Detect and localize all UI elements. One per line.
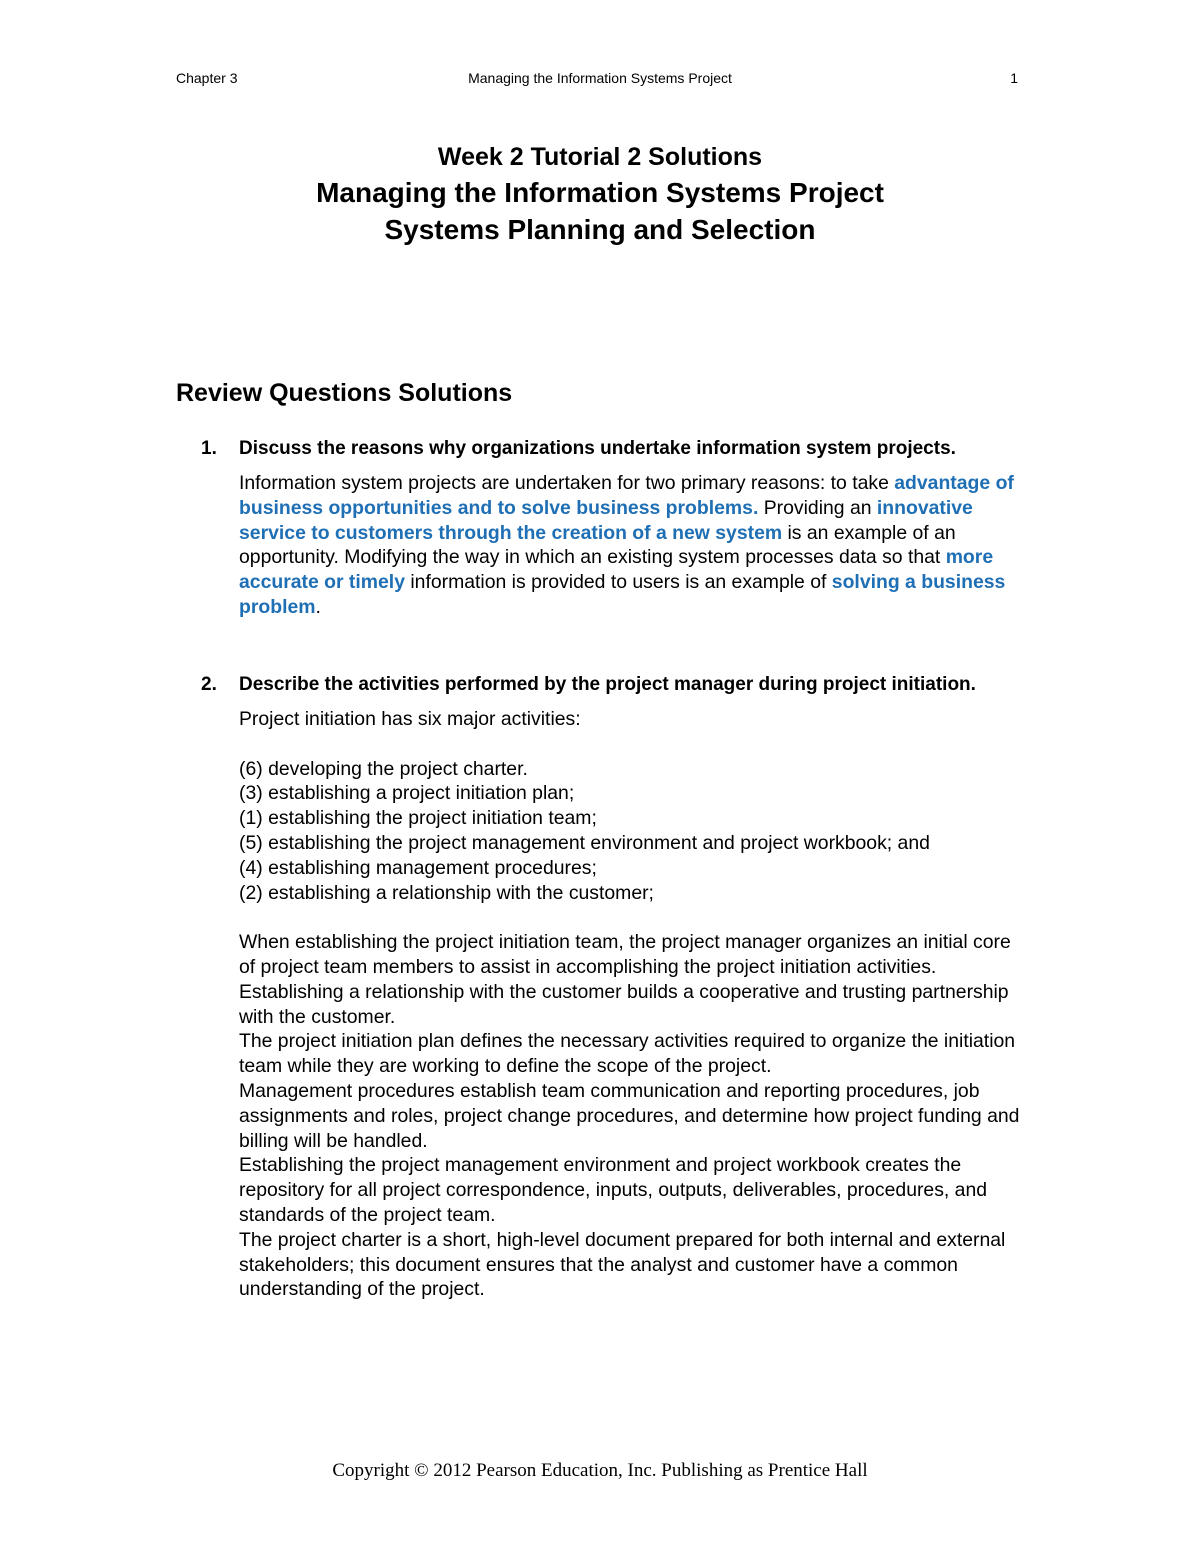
- answer-intro: Project initiation has six major activities:: [239, 708, 581, 730]
- activity-item: (3) establishing a project initiation plan;: [239, 782, 575, 805]
- question-number: 1.: [201, 438, 217, 459]
- question-text: Discuss the reasons why organizations undertake information system projects.: [239, 438, 956, 459]
- explanation-paragraph: The project initiation plan defines the necessary activities required to organize the initiation team while they are working to define the scope of the project.: [239, 1030, 1016, 1078]
- explanation-paragraph: Establishing a relationship with the customer builds a cooperative and trusting partnership with the customer.: [239, 980, 1009, 1028]
- activity-item: (2) establishing a relationship with the customer;: [239, 881, 654, 904]
- answer-1: [239, 471, 1026, 620]
- document-title-week: Week 2 Tutorial 2 Solutions: [437, 143, 763, 171]
- copyright-footer: Copyright © 2012 Pearson Education, Inc. Publishing as Prentice Hall: [332, 1460, 868, 1481]
- activity-item: (4) establishing management procedures;: [239, 856, 597, 879]
- header-title: Managing the Information Systems Project: [468, 70, 732, 86]
- page-header: [176, 70, 1024, 90]
- answer-highlight: more accurate or timely: [239, 546, 994, 594]
- answer-2: [239, 707, 1026, 1302]
- question-1: [176, 437, 1026, 620]
- document-title-main: Managing the Information Systems Project: [316, 177, 884, 208]
- document-title-sub: Systems Planning and Selection: [384, 214, 816, 245]
- header-page-number: 1: [1010, 70, 1018, 86]
- answer-text: information is provided to users is an example of: [404, 571, 832, 594]
- question-number: 2.: [201, 674, 217, 695]
- activity-item: (1) establishing the project initiation team;: [239, 807, 597, 830]
- answer-text: Providing an: [758, 496, 877, 519]
- answer-highlight: advantage of business opportunities and to solve business problems.: [239, 472, 1014, 519]
- section-heading: Review Questions Solutions: [176, 379, 513, 407]
- explanation-paragraph: Establishing the project management environment and project workbook creates the repository for all project correspondence, inputs, outputs, deliverables, procedures, and standards of the project team.: [239, 1154, 988, 1226]
- explanation-paragraph: The project charter is a short, high-level document prepared for both internal and external stakeholders; this document ensures that the analyst and customer have a common understanding of the project.: [239, 1228, 1006, 1301]
- answer-text: .: [315, 595, 321, 618]
- header-chapter: Chapter 3: [176, 70, 238, 86]
- answer-text: is an example of an opportunity. Modifying the way in which an existing system processes data so that: [239, 521, 956, 569]
- document-titles: [0, 140, 1200, 248]
- answer-text: Information system projects are undertaken for two primary reasons: to take: [239, 472, 895, 494]
- question-text: Describe the activities performed by the project manager during project initiation.: [239, 674, 976, 695]
- answer-highlight: innovative service to customers through the creation of a new system: [239, 496, 973, 544]
- explanation-paragraph: Management procedures establish team communication and reporting procedures, job assignments and roles, project change procedures, and determine how project funding and billing will be handled.: [239, 1079, 1020, 1152]
- question-2: [176, 673, 1026, 1302]
- explanation-paragraph: When establishing the project initiation team, the project manager organizes an initial core of project team members to assist in accomplishing the project initiation activities.: [239, 931, 1011, 978]
- activity-item: (5) establishing the project management environment and project workbook; and: [239, 831, 930, 854]
- answer-highlight: solving a business problem: [239, 571, 1006, 618]
- activity-item: (6) developing the project charter.: [239, 757, 528, 780]
